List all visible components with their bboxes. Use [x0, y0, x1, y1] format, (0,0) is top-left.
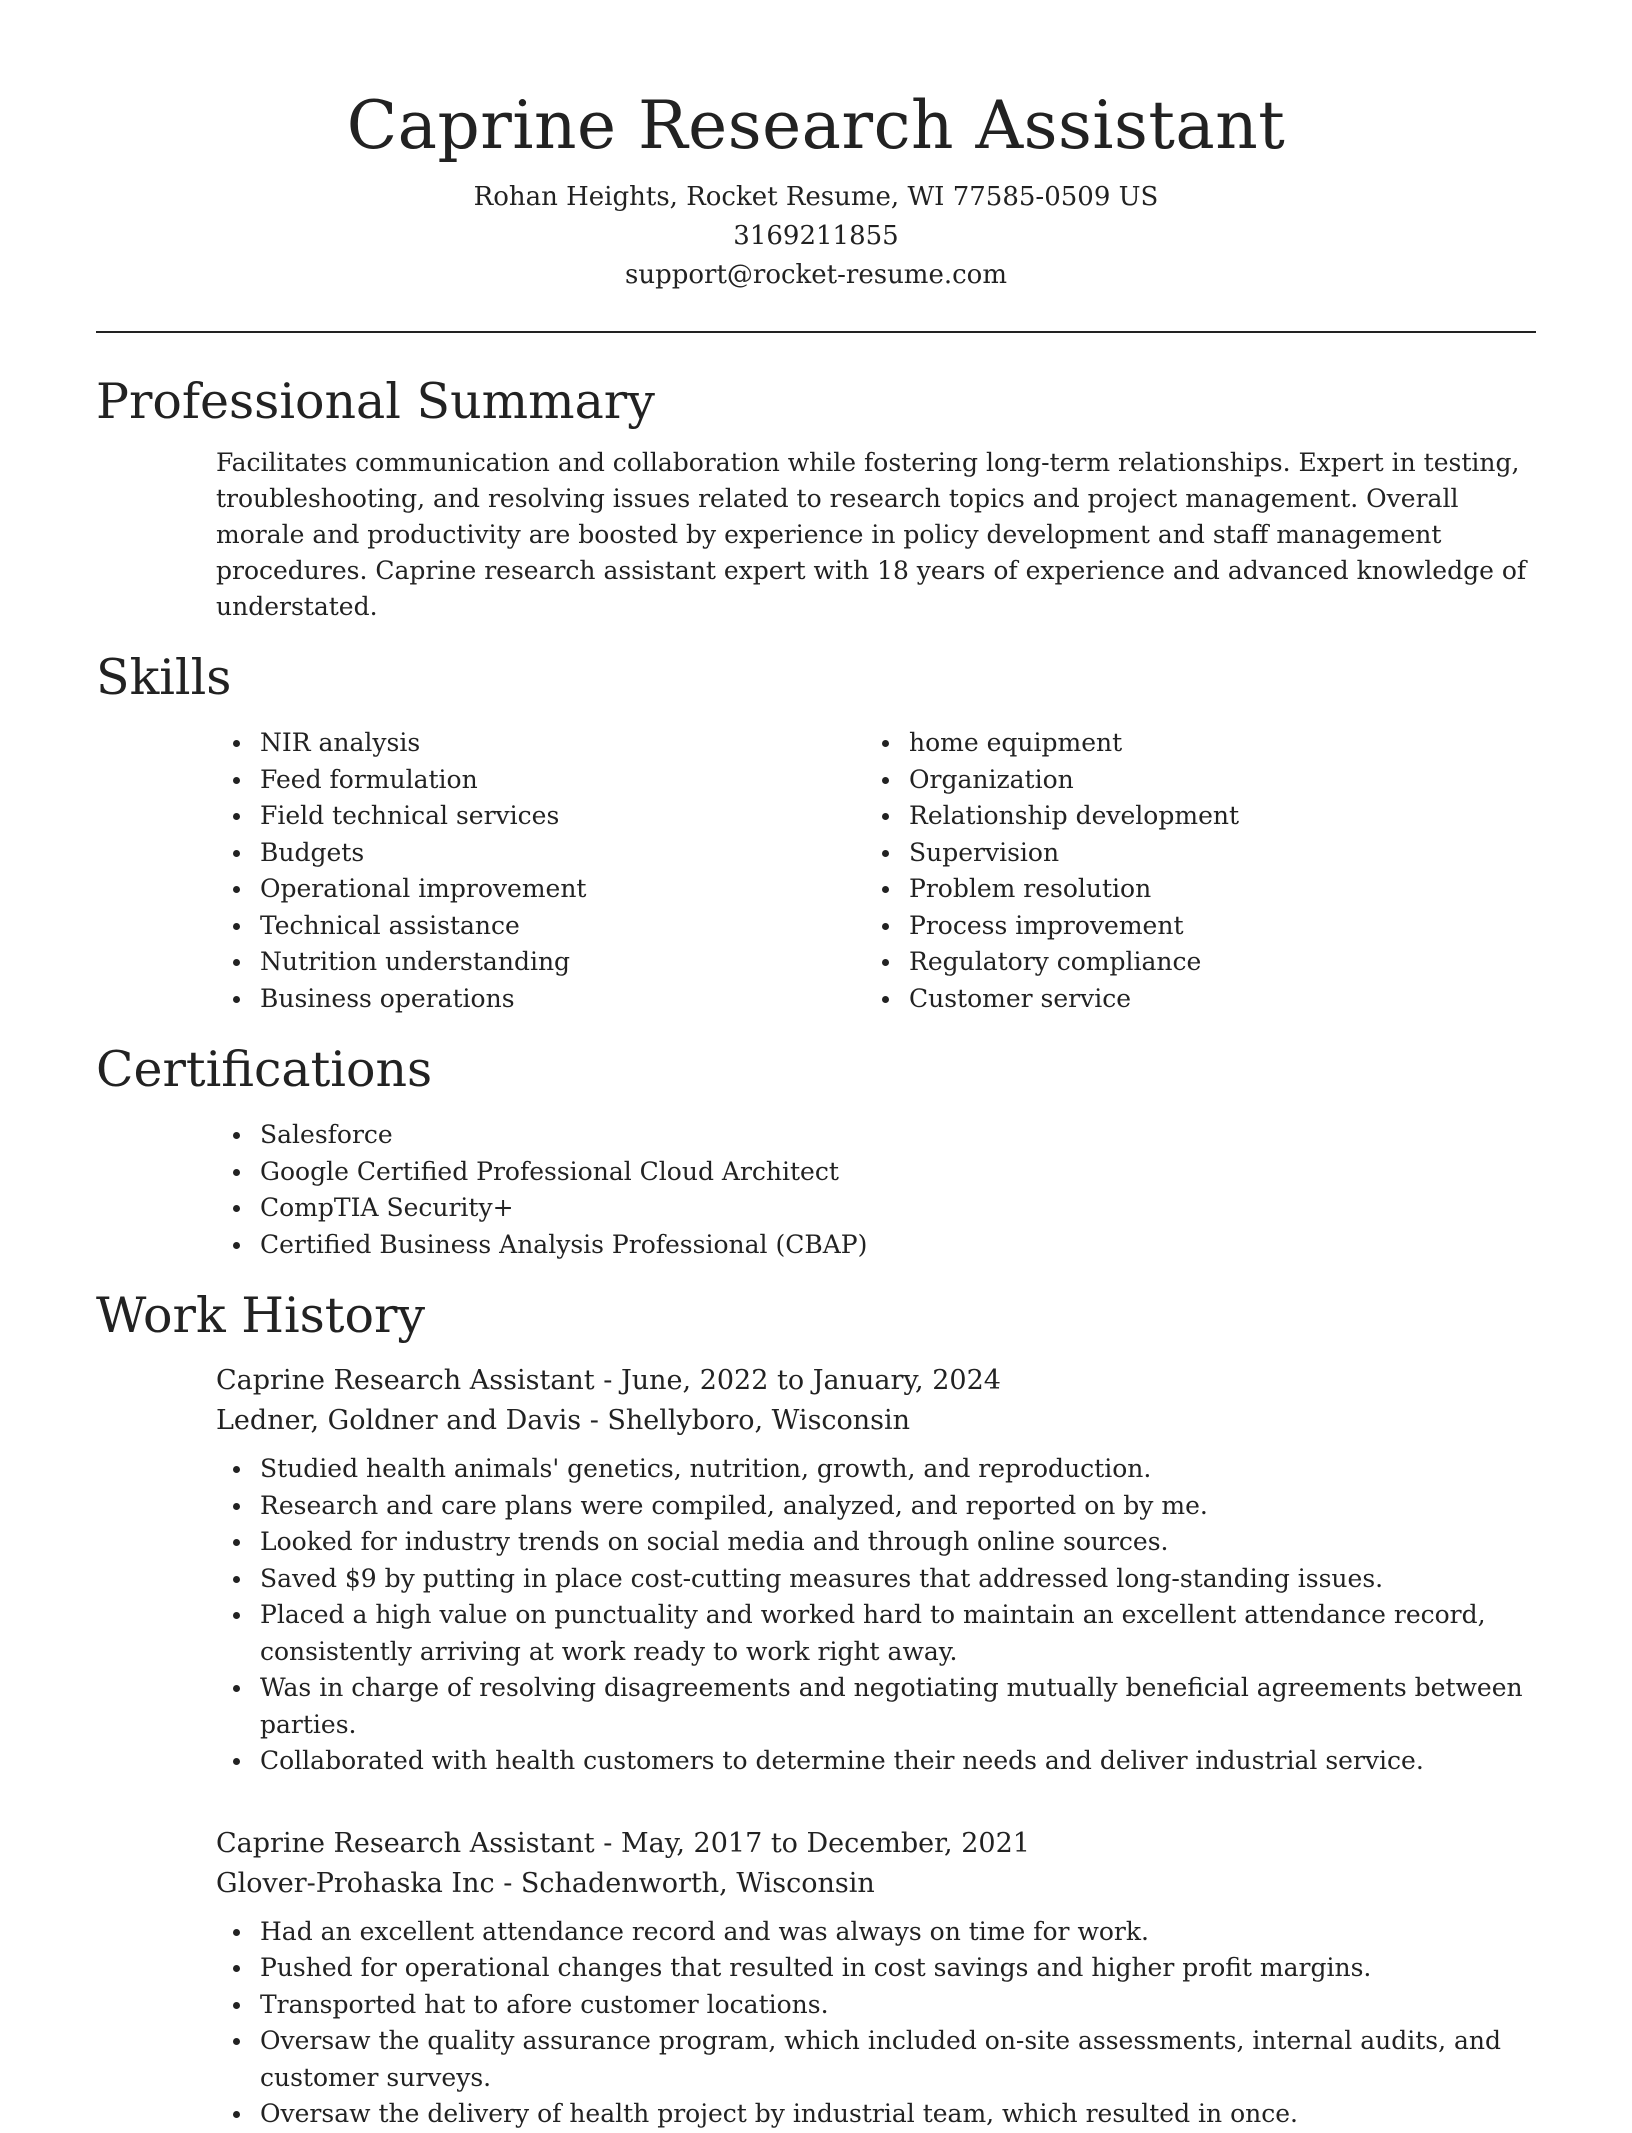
- job-dates: - May, 2017 to December, 2021: [594, 1827, 1030, 1859]
- skill-item: NIR analysis: [96, 725, 746, 762]
- skills-grid: [96, 725, 1536, 1017]
- job-bullet: Transported hat to afore customer locations.: [96, 1987, 1536, 2024]
- job-entry: [96, 1824, 1536, 2133]
- job-bullet-list: [96, 1914, 1536, 2133]
- skill-item: Customer service: [746, 981, 1536, 1018]
- certifications-list: [96, 1117, 1536, 1263]
- job-company-line: [216, 1864, 1536, 1904]
- candidate-name: Caprine Research Assistant: [346, 87, 1286, 164]
- job-title-line: [216, 1361, 1536, 1401]
- work-history-heading: Work History: [96, 1287, 426, 1344]
- job-bullet: Oversaw the quality assurance program, which included on-site assessments, internal audits, and customer surveys.: [96, 2023, 1536, 2096]
- job-bullet: Saved $9 by putting in place cost-cutting measures that addressed long-standing issues.: [96, 1561, 1536, 1598]
- skill-item: Nutrition understanding: [96, 944, 746, 981]
- job-bullet: Oversaw the delivery of health project by industrial team, which resulted in once.: [96, 2096, 1536, 2133]
- skill-item: home equipment: [746, 725, 1536, 762]
- contact-address: Rohan Heights, Rocket Resume, WI 77585-0509 US: [473, 182, 1159, 212]
- certifications-section: [96, 1039, 1536, 1263]
- job-bullet: Was in charge of resolving disagreements and negotiating mutually beneficial agreements between parties.: [96, 1670, 1536, 1743]
- summary-heading: Professional Summary: [96, 373, 655, 430]
- certification-item: Salesforce: [96, 1117, 1536, 1154]
- job-bullet: Placed a high value on punctuality and worked hard to maintain an excellent attendance record, consistently arriving at work ready to work right away.: [96, 1597, 1536, 1670]
- job-role: Caprine Research Assistant: [216, 1827, 595, 1859]
- job-bullet: Looked for industry trends on social media and through online sources.: [96, 1524, 1536, 1561]
- job-bullet: Collaborated with health customers to determine their needs and deliver industrial service.: [96, 1743, 1536, 1780]
- summary-text: Facilitates communication and collaboration while fostering long-term relationships. Expert in testing, troubleshooting, and resolving issues related to research topics and project management. Overall morale and productivity are boosted by experience in policy development and staff management procedures. Caprine research assistant expert with 18 years of experience and advanced knowledge of understated.: [216, 448, 1527, 621]
- job-bullet: Studied health animals' genetics, nutrition, growth, and reproduction.: [96, 1451, 1536, 1488]
- contact-info: [96, 178, 1536, 295]
- job-entry: [96, 1361, 1536, 1780]
- certifications-heading: Certifications: [96, 1041, 433, 1098]
- skill-item: Supervision: [746, 835, 1536, 872]
- skills-heading: Skills: [96, 649, 232, 706]
- skill-item: Process improvement: [746, 908, 1536, 945]
- resume-page: [96, 0, 1536, 2128]
- certification-item: Certified Business Analysis Professional (CBAP): [96, 1227, 1536, 1264]
- contact-phone: 3169211855: [733, 221, 899, 251]
- summary-section: [96, 371, 1536, 625]
- job-dates: - June, 2022 to January, 2024: [594, 1365, 1001, 1396]
- contact-email: support@rocket-resume.com: [624, 260, 1007, 290]
- skill-item: Budgets: [96, 835, 746, 872]
- skill-item: Relationship development: [746, 798, 1536, 835]
- skill-item: Operational improvement: [96, 871, 746, 908]
- certification-item: CompTIA Security+: [96, 1190, 1536, 1227]
- skills-section: [96, 647, 1536, 1017]
- job-location: - Shellyboro, Wisconsin: [581, 1405, 911, 1436]
- job-company-line: [216, 1401, 1536, 1441]
- skill-item: Business operations: [96, 981, 746, 1018]
- skill-item: Technical assistance: [96, 908, 746, 945]
- job-bullet-list: [96, 1451, 1536, 1780]
- skill-item: Feed formulation: [96, 762, 746, 799]
- skill-item: Regulatory compliance: [746, 944, 1536, 981]
- job-role: Caprine Research Assistant: [216, 1365, 595, 1396]
- job-location: - Schadenworth, Wisconsin: [494, 1867, 875, 1899]
- skills-list-left: [96, 725, 746, 1017]
- resume-header: [96, 0, 1536, 295]
- job-bullet: Had an excellent attendance record and was always on time for work.: [96, 1914, 1536, 1951]
- job-title-line: [216, 1824, 1536, 1864]
- job-company: Glover-Prohaska Inc: [216, 1867, 495, 1899]
- job-bullet: Pushed for operational changes that resulted in cost savings and higher profit margins.: [96, 1950, 1536, 1987]
- job-bullet: Research and care plans were compiled, analyzed, and reported on by me.: [96, 1488, 1536, 1525]
- skill-item: Problem resolution: [746, 871, 1536, 908]
- job-company: Ledner, Goldner and Davis: [216, 1405, 582, 1436]
- skills-list-right: [746, 725, 1536, 1017]
- header-divider: [96, 331, 1536, 333]
- work-history-section: [96, 1285, 1536, 2133]
- skill-item: Field technical services: [96, 798, 746, 835]
- certification-item: Google Certified Professional Cloud Architect: [96, 1154, 1536, 1191]
- skill-item: Organization: [746, 762, 1536, 799]
